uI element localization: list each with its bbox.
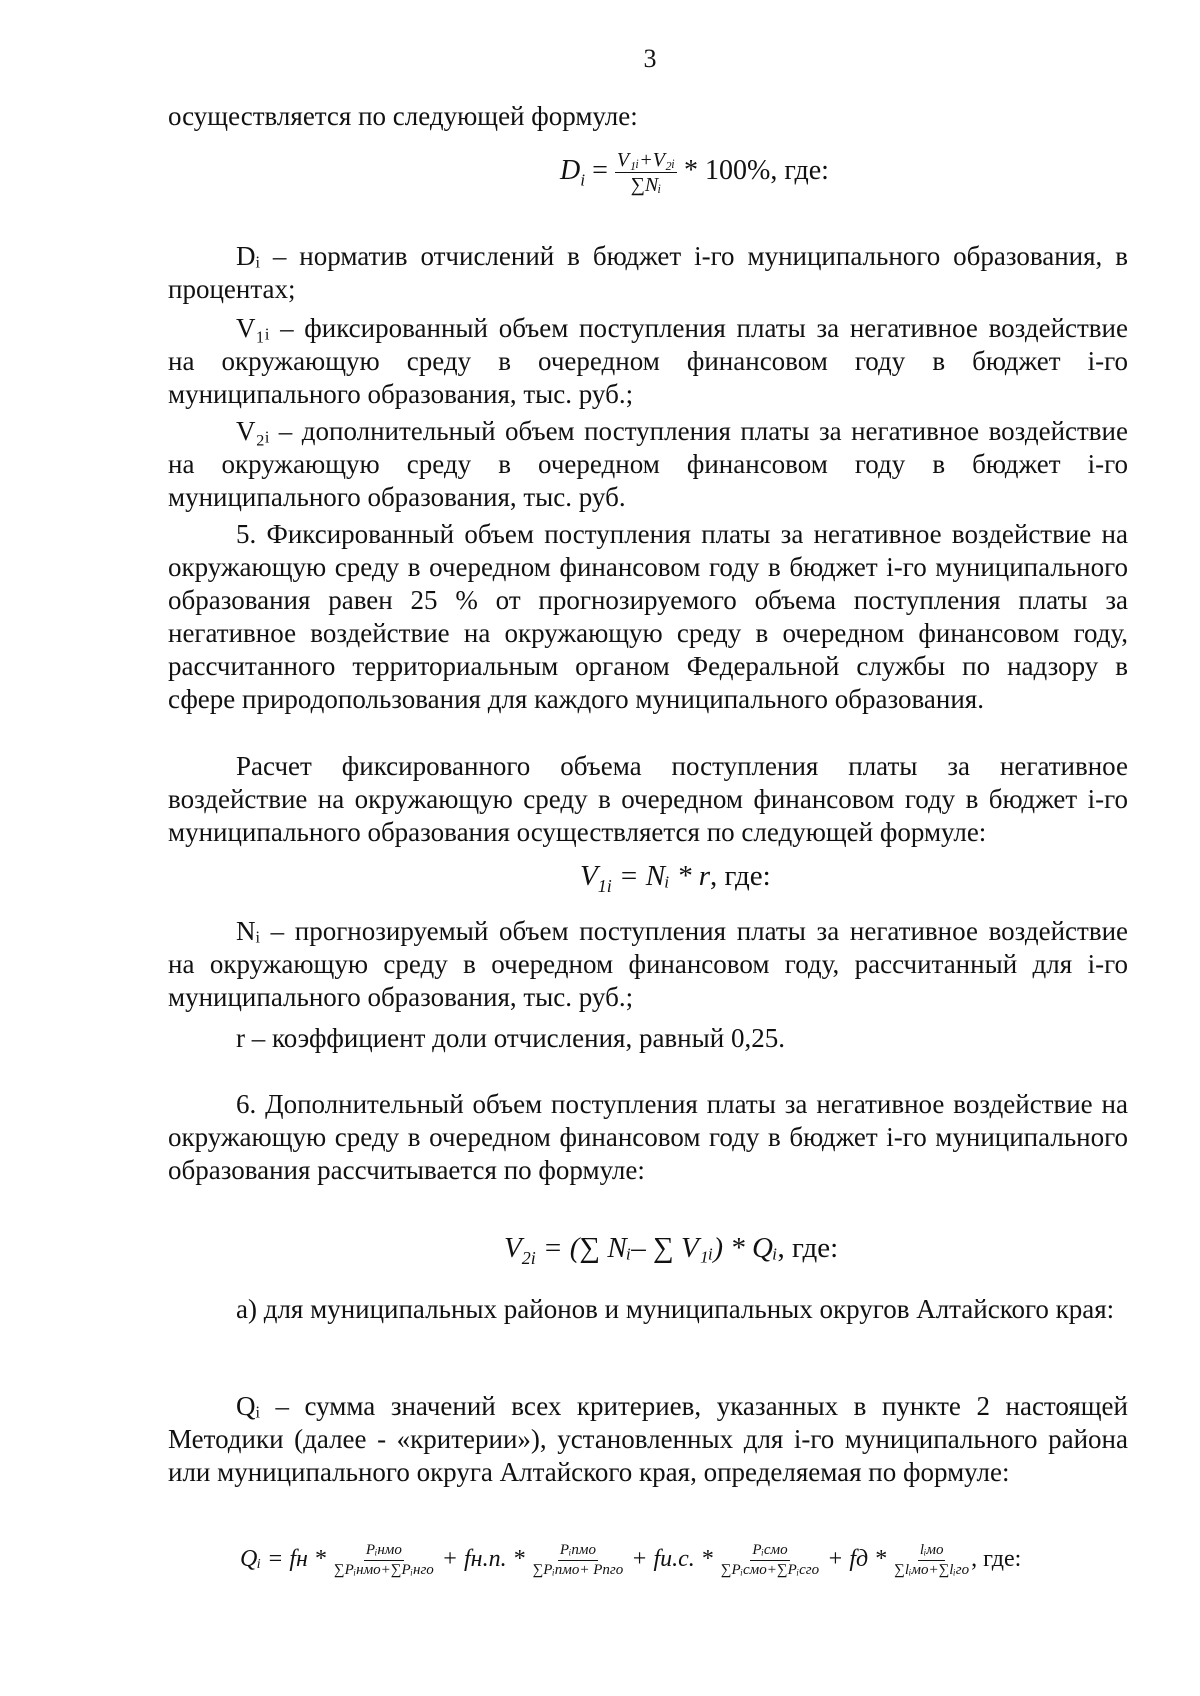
formula-v1-tail: , где:: [710, 860, 771, 892]
formula-v2-tail: , где:: [777, 1232, 839, 1264]
formula-q-tail: , где:: [971, 1546, 1022, 1573]
definition-q: Qᵢ – сумма значений всех критериев, указанных в пункте 2 настоящей Методики (далее - «критерии»), установленных для i-го муниципального района или муниципального округа Алтайского края, определяемая по формуле:: [168, 1391, 1128, 1487]
item-5-paragraph: 5. Фиксированный объем поступления платы за негативное воздействие на окружающую среду в очередном финансовом году в бюджет i-го муниципального образования равен 25 % от прогнозируемого объема поступления платы за негативное воздействие на окружающую среду в очередном финансовом году, рассчитанного территориальным органом Федеральной службы по надзору в сфере природопользования для каждого муниципального образования.: [168, 519, 1128, 714]
formula-q-term3-den: ∑Pᵢсмо+∑Pᵢсго: [720, 1562, 820, 1578]
formula-v2-rhs: = (∑ Nᵢ– ∑ V₁ᵢ) * Qᵢ: [535, 1232, 778, 1264]
item-5-calculation-paragraph: Расчет фиксированного объема поступления платы за негативное воздействие на окружающую среду в очередном финансовом году в бюджет i-го муниципального образования осуществляется по следующей формуле:: [168, 751, 1128, 847]
item-6-paragraph: 6. Дополнительный объем поступления платы за негативное воздействие на окружающую среду в очередном финансовом году в бюджет i-го муниципального образования рассчитывается по формуле:: [168, 1089, 1128, 1185]
definition-d: Dᵢ – норматив отчислений в бюджет i-го муниципального образования, в процентах;: [168, 241, 1128, 304]
formula-q-term3-fraction: [719, 1543, 821, 1578]
formula-q-term4-fraction: [892, 1543, 971, 1578]
item-a-paragraph: а) для муниципальных районов и муниципальных округов Алтайского края:: [236, 1294, 1115, 1324]
definition-v2: V₂ᵢ – дополнительный объем поступления платы за негативное воздействие на окружающую среду в очередном финансовом году в бюджет i-го муниципального образования, тыс. руб.: [168, 416, 1128, 512]
formula-v2-lhs: V: [504, 1232, 522, 1264]
formula-q-term1-coef: fн *: [289, 1546, 332, 1573]
formula-q-term4-coef: + fд *: [821, 1546, 893, 1573]
formula-v1-lhs: V: [580, 860, 598, 892]
formula-q-term1-num: Pᵢнмо: [364, 1543, 404, 1561]
formula-v1-lhs-sub: 1i: [597, 875, 612, 896]
formula-q-term1-den: ∑Pᵢнмо+∑Pᵢнго: [333, 1562, 434, 1578]
formula-q-lhs: Qᵢ =: [240, 1546, 290, 1573]
formula-q: [240, 1543, 1021, 1578]
formula-d-numerator: V₁ᵢ+V₂ᵢ: [616, 149, 676, 171]
formula-q-term4-num: lᵢмо: [918, 1543, 946, 1561]
definition-r: r – коэффициент доли отчисления, равный 0,25.: [236, 1023, 785, 1053]
formula-q-term2-fraction: [531, 1543, 626, 1578]
formula-d-eq: =: [585, 154, 615, 186]
formula-d-denominator: ∑Nᵢ: [630, 174, 662, 196]
formula-q-term3-coef: + fи.с. *: [625, 1546, 719, 1573]
formula-q-term2-den: ∑Pᵢпмо+ Pпго: [532, 1562, 624, 1578]
formula-q-term3-num: Pᵢсмо: [750, 1543, 789, 1561]
formula-v2-lhs-sub: 2i: [521, 1247, 536, 1268]
formula-d-tail: * 100%, где:: [677, 154, 829, 186]
formula-v1: [580, 860, 771, 903]
formula-d-lhs-sub: i: [580, 170, 586, 190]
formula-q-term1-fraction: [332, 1543, 436, 1578]
page-number: 3: [643, 44, 657, 73]
formula-v2: [504, 1232, 838, 1275]
formula-d-lhs: D: [560, 154, 581, 186]
formula-q-term2-coef: + fн.п. *: [435, 1546, 531, 1573]
intro-line: осуществляется по следующей формуле:: [168, 101, 638, 131]
formula-d: [560, 150, 829, 197]
formula-d-fraction: [615, 150, 677, 195]
definition-v1: V₁ᵢ – фиксированный объем поступления платы за негативное воздействие на окружающую среду в очередном финансовом году в бюджет i-го муниципального образования, тыс. руб.;: [168, 313, 1128, 409]
formula-v1-rhs: = Nᵢ * r: [611, 860, 710, 892]
formula-q-term2-num: Pᵢпмо: [558, 1543, 598, 1561]
definition-n: Nᵢ – прогнозируемый объем поступления платы за негативное воздействие на окружающую среду в очередном финансовом году, рассчитанный для i-го муниципального образования, тыс. руб.;: [168, 916, 1128, 1012]
formula-q-term4-den: ∑lᵢмо+∑lᵢго: [894, 1562, 970, 1578]
